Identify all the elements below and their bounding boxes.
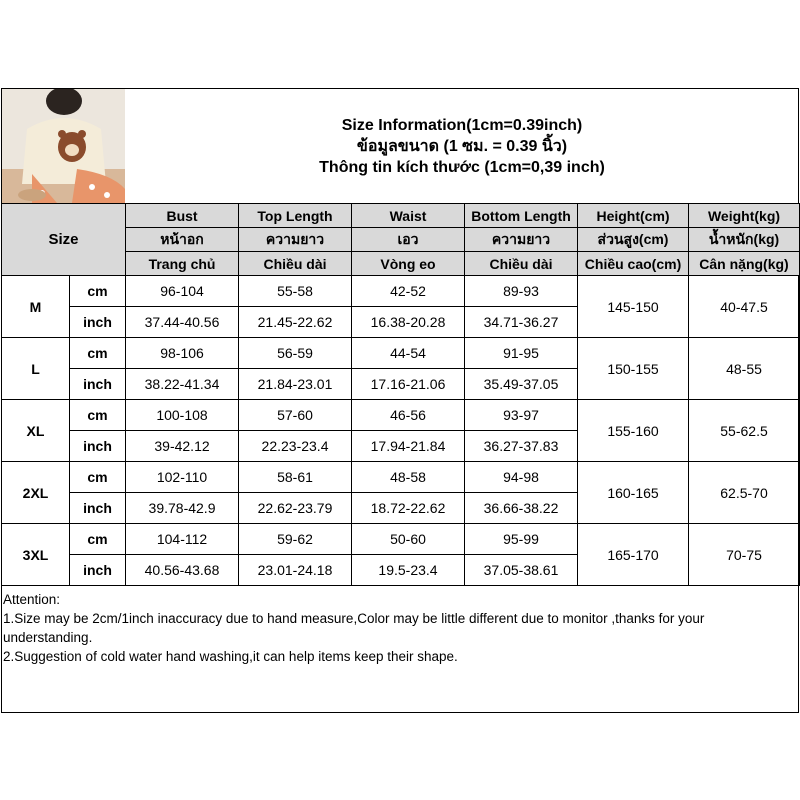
- unit-inch-label: inch: [70, 493, 126, 524]
- waist-cm-cell: 50-60: [352, 524, 465, 555]
- bottom-length-cm-cell: 91-95: [465, 338, 578, 369]
- size-label: 2XL: [2, 462, 70, 524]
- col-header-bust-th: หน้าอก: [126, 228, 239, 252]
- bust-cm-cell: 100-108: [126, 400, 239, 431]
- top-length-inch-cell: 21.84-23.01: [239, 369, 352, 400]
- chart-title: [126, 89, 798, 203]
- pajama-model-image: [2, 89, 125, 203]
- col-header-height: Height(cm): [578, 204, 689, 228]
- col-header-bust: Bust: [126, 204, 239, 228]
- unit-cm-label: cm: [70, 462, 126, 493]
- bottom-length-inch-cell: 37.05-38.61: [465, 555, 578, 586]
- table-row: [2, 338, 800, 369]
- notes-line-1-continued: understanding.: [3, 630, 93, 645]
- col-header-top-length-th: ความยาว: [239, 228, 352, 252]
- table-row: [2, 276, 800, 307]
- waist-cm-cell: 44-54: [352, 338, 465, 369]
- col-header-weight-th: น้ำหนัก(kg): [689, 228, 800, 252]
- weight-cell: 70-75: [689, 524, 800, 586]
- col-header-height-th: ส่วนสูง(cm): [578, 228, 689, 252]
- title-english: Size Information(1cm=0.39inch): [341, 116, 583, 134]
- unit-inch-label: inch: [70, 369, 126, 400]
- bust-cm-cell: 96-104: [126, 276, 239, 307]
- size-label: M: [2, 276, 70, 338]
- title-thai: ข้อมูลขนาด (1 ซม. = 0.39 นิ้ว): [356, 137, 568, 155]
- bust-inch-cell: 40.56-43.68: [126, 555, 239, 586]
- col-header-waist-th: เอว: [352, 228, 465, 252]
- bust-inch-cell: 39-42.12: [126, 431, 239, 462]
- table-row: [2, 524, 800, 555]
- top-length-inch-cell: 23.01-24.18: [239, 555, 352, 586]
- col-header-bottom-length: Bottom Length: [465, 204, 578, 228]
- bottom-length-cm-cell: 95-99: [465, 524, 578, 555]
- waist-inch-cell: 17.94-21.84: [352, 431, 465, 462]
- table-row: [2, 462, 800, 493]
- size-label: L: [2, 338, 70, 400]
- bottom-length-cm-cell: 94-98: [465, 462, 578, 493]
- col-header-bottom-length-vi: Chiều dài: [465, 252, 578, 276]
- waist-cm-cell: 48-58: [352, 462, 465, 493]
- unit-cm-label: cm: [70, 338, 126, 369]
- unit-inch-label: inch: [70, 307, 126, 338]
- bust-inch-cell: 39.78-42.9: [126, 493, 239, 524]
- weight-cell: 62.5-70: [689, 462, 800, 524]
- title-vietnamese: Thông tin kích thước (1cm=0,39 inch): [319, 158, 605, 176]
- waist-inch-cell: 16.38-20.28: [352, 307, 465, 338]
- attention-notes: [3, 590, 793, 666]
- col-header-waist: Waist: [352, 204, 465, 228]
- col-header-bust-vi: Trang chủ: [126, 252, 239, 276]
- notes-heading: Attention:: [3, 592, 61, 607]
- top-length-inch-cell: 22.23-23.4: [239, 431, 352, 462]
- bust-inch-cell: 37.44-40.56: [126, 307, 239, 338]
- col-header-waist-vi: Vòng eo: [352, 252, 465, 276]
- weight-cell: 40-47.5: [689, 276, 800, 338]
- height-cell: 155-160: [578, 400, 689, 462]
- bust-cm-cell: 104-112: [126, 524, 239, 555]
- top-length-inch-cell: 21.45-22.62: [239, 307, 352, 338]
- bottom-length-inch-cell: 36.27-37.83: [465, 431, 578, 462]
- notes-line-2: 2.Suggestion of cold water hand washing,it can help items keep their shape.: [3, 649, 458, 664]
- top-length-cm-cell: 57-60: [239, 400, 352, 431]
- unit-inch-label: inch: [70, 555, 126, 586]
- waist-inch-cell: 19.5-23.4: [352, 555, 465, 586]
- waist-cm-cell: 42-52: [352, 276, 465, 307]
- col-header-weight: Weight(kg): [689, 204, 800, 228]
- height-cell: 145-150: [578, 276, 689, 338]
- bust-cm-cell: 98-106: [126, 338, 239, 369]
- waist-cm-cell: 46-56: [352, 400, 465, 431]
- height-cell: 165-170: [578, 524, 689, 586]
- col-header-top-length: Top Length: [239, 204, 352, 228]
- top-length-cm-cell: 58-61: [239, 462, 352, 493]
- size-label: 3XL: [2, 524, 70, 586]
- unit-cm-label: cm: [70, 276, 126, 307]
- bust-cm-cell: 102-110: [126, 462, 239, 493]
- top-length-inch-cell: 22.62-23.79: [239, 493, 352, 524]
- height-cell: 150-155: [578, 338, 689, 400]
- table-row: [2, 400, 800, 431]
- weight-cell: 55-62.5: [689, 400, 800, 462]
- col-header-bottom-length-th: ความยาว: [465, 228, 578, 252]
- bottom-length-inch-cell: 35.49-37.05: [465, 369, 578, 400]
- top-length-cm-cell: 59-62: [239, 524, 352, 555]
- col-header-height-vi: Chiều cao(cm): [578, 252, 689, 276]
- weight-cell: 48-55: [689, 338, 800, 400]
- col-header-weight-vi: Cân nặng(kg): [689, 252, 800, 276]
- unit-cm-label: cm: [70, 524, 126, 555]
- bottom-length-cm-cell: 93-97: [465, 400, 578, 431]
- height-cell: 160-165: [578, 462, 689, 524]
- notes-line-1: 1.Size may be 2cm/1inch inaccuracy due to hand measure,Color may be little different due to monitor ,thanks for your: [3, 611, 705, 626]
- bottom-length-cm-cell: 89-93: [465, 276, 578, 307]
- size-header: Size: [2, 204, 126, 276]
- top-length-cm-cell: 55-58: [239, 276, 352, 307]
- bottom-length-inch-cell: 34.71-36.27: [465, 307, 578, 338]
- unit-inch-label: inch: [70, 431, 126, 462]
- size-table: [1, 203, 800, 586]
- bust-inch-cell: 38.22-41.34: [126, 369, 239, 400]
- waist-inch-cell: 17.16-21.06: [352, 369, 465, 400]
- top-length-cm-cell: 56-59: [239, 338, 352, 369]
- col-header-top-length-vi: Chiều dài: [239, 252, 352, 276]
- product-photo: [2, 89, 125, 203]
- waist-inch-cell: 18.72-22.62: [352, 493, 465, 524]
- bottom-length-inch-cell: 36.66-38.22: [465, 493, 578, 524]
- unit-cm-label: cm: [70, 400, 126, 431]
- size-label: XL: [2, 400, 70, 462]
